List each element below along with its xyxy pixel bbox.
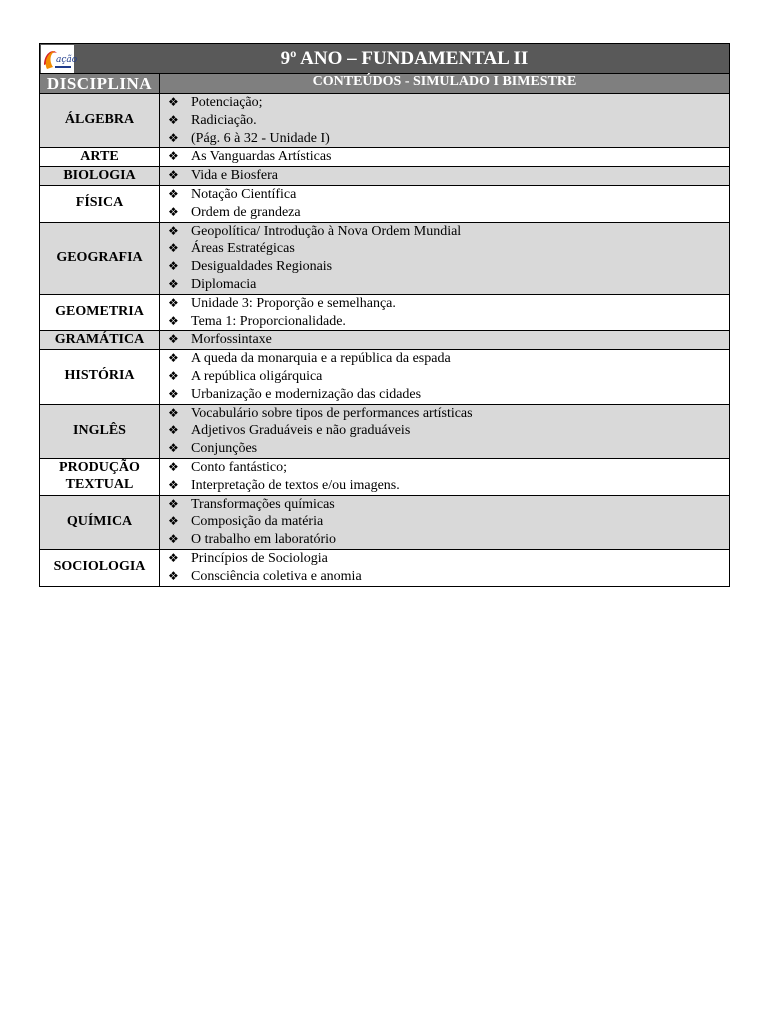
list-item <box>168 459 729 477</box>
list-item-text: As Vanguardas Artísticas <box>191 149 332 165</box>
diamond-bullet-icon: ❖ <box>168 568 179 583</box>
diamond-bullet-icon: ❖ <box>168 223 179 238</box>
table-row <box>40 404 730 458</box>
diamond-bullet-icon: ❖ <box>168 386 179 401</box>
list-item <box>168 405 729 423</box>
diamond-bullet-icon: ❖ <box>168 295 179 310</box>
table-row <box>40 495 730 549</box>
contents-list <box>160 167 729 185</box>
school-logo-icon <box>41 45 78 73</box>
list-item-text: Unidade 3: Proporção e semelhança. <box>191 295 396 311</box>
diamond-bullet-icon: ❖ <box>168 168 179 183</box>
header-row <box>40 74 730 94</box>
col-header-contents: CONTEÚDOS - SIMULADO I BIMESTRE <box>160 74 730 94</box>
list-item-text: Potenciação; <box>191 95 263 110</box>
contents-list <box>160 405 729 458</box>
table-row <box>40 222 730 294</box>
diamond-bullet-icon: ❖ <box>168 423 179 438</box>
diamond-bullet-icon: ❖ <box>168 550 179 565</box>
contents-cell <box>160 404 730 458</box>
col-header-subject: DISCIPLINA <box>40 74 160 94</box>
contents-list <box>160 550 729 586</box>
list-item-text: Princípios de Sociologia <box>191 550 328 566</box>
list-item <box>168 422 729 440</box>
list-item-text: Ordem de grandeza <box>191 204 301 220</box>
contents-list <box>160 295 729 331</box>
contents-list <box>160 94 729 147</box>
title-row <box>40 44 730 74</box>
list-item <box>168 477 729 495</box>
list-item <box>168 531 729 549</box>
diamond-bullet-icon: ❖ <box>168 276 179 291</box>
list-item <box>168 258 729 276</box>
title-cell <box>40 44 730 74</box>
table-row <box>40 94 730 148</box>
list-item-text: Conto fantástico; <box>191 459 288 475</box>
list-item-text: Consciência coletiva e anomia <box>191 568 362 584</box>
list-item-text: Radiciação. <box>191 112 257 128</box>
list-item <box>168 331 729 349</box>
contents-cell <box>160 94 730 148</box>
table-row <box>40 185 730 222</box>
diamond-bullet-icon: ❖ <box>168 532 179 547</box>
list-item-text: Diplomacia <box>191 276 257 292</box>
diamond-bullet-icon: ❖ <box>168 496 179 511</box>
list-item-text: Geopolítica/ Introdução à Nova Ordem Mundial <box>191 223 462 239</box>
contents-cell <box>160 495 730 549</box>
list-item <box>168 276 729 294</box>
subject-cell: GEOGRAFIA <box>40 222 160 294</box>
list-item-text: A república oligárquica <box>191 368 323 384</box>
contents-list <box>160 223 729 294</box>
list-item <box>168 240 729 258</box>
list-item-text: Desigualdades Regionais <box>191 259 333 275</box>
table-row <box>40 167 730 186</box>
subject-cell: SOCIOLOGIA <box>40 549 160 586</box>
list-item <box>168 386 729 404</box>
contents-cell <box>160 294 730 331</box>
diamond-bullet-icon: ❖ <box>168 112 179 127</box>
list-item <box>168 112 729 130</box>
diamond-bullet-icon: ❖ <box>168 332 179 347</box>
diamond-bullet-icon: ❖ <box>168 351 179 366</box>
contents-list <box>160 148 729 166</box>
list-item <box>168 167 729 185</box>
list-item-text: Notação Científica <box>191 186 297 202</box>
diamond-bullet-icon: ❖ <box>168 441 179 456</box>
list-item-text: O trabalho em laboratório <box>191 532 337 548</box>
content-sheet <box>39 43 729 587</box>
contents-list <box>160 186 729 222</box>
diamond-bullet-icon: ❖ <box>168 130 179 145</box>
contents-cell <box>160 185 730 222</box>
table-row <box>40 148 730 167</box>
subject-cell: QUÍMICA <box>40 495 160 549</box>
contents-list <box>160 496 729 549</box>
contents-cell <box>160 167 730 186</box>
subject-cell: GRAMÁTICA <box>40 331 160 350</box>
list-item <box>168 350 729 368</box>
contents-cell <box>160 331 730 350</box>
list-item <box>168 440 729 458</box>
diamond-bullet-icon: ❖ <box>168 204 179 219</box>
subject-cell: BIOLOGIA <box>40 167 160 186</box>
list-item-text: Áreas Estratégicas <box>191 241 295 257</box>
list-item <box>168 94 729 112</box>
list-item-text: (Pág. 6 à 32 - Unidade I) <box>191 130 330 146</box>
list-item-text: Composição da matéria <box>191 514 324 530</box>
contents-cell <box>160 350 730 404</box>
list-item-text: Morfossintaxe <box>191 332 272 348</box>
table-row <box>40 294 730 331</box>
contents-list <box>160 459 729 495</box>
list-item <box>168 313 729 331</box>
contents-cell <box>160 148 730 167</box>
contents-table <box>39 43 730 587</box>
list-item-text: Transformações químicas <box>191 496 335 512</box>
diamond-bullet-icon: ❖ <box>168 95 179 109</box>
list-item <box>168 223 729 241</box>
subject-cell: FÍSICA <box>40 185 160 222</box>
page-title: 9º ANO – FUNDAMENTAL II <box>280 47 529 69</box>
diamond-bullet-icon: ❖ <box>168 313 179 328</box>
contents-list <box>160 331 729 349</box>
diamond-bullet-icon: ❖ <box>168 514 179 529</box>
list-item-text: Vida e Biosfera <box>191 168 279 184</box>
list-item-text: A queda da monarquia e a república da espada <box>191 351 451 367</box>
subject-cell: ARTE <box>40 148 160 167</box>
diamond-bullet-icon: ❖ <box>168 477 179 492</box>
subject-cell: GEOMETRIA <box>40 294 160 331</box>
subject-cell: ÁLGEBRA <box>40 94 160 148</box>
contents-cell <box>160 458 730 495</box>
list-item <box>168 204 729 222</box>
table-row <box>40 458 730 495</box>
list-item-text: Interpretação de textos e/ou imagens. <box>191 477 400 493</box>
list-item-text: Adjetivos Graduáveis e não graduáveis <box>191 423 411 439</box>
list-item <box>168 513 729 531</box>
diamond-bullet-icon: ❖ <box>168 241 179 256</box>
contents-cell <box>160 549 730 586</box>
subject-cell: HISTÓRIA <box>40 350 160 404</box>
diamond-bullet-icon: ❖ <box>168 186 179 201</box>
diamond-bullet-icon: ❖ <box>168 259 179 274</box>
list-item <box>168 568 729 586</box>
subject-cell: PRODUÇÃO TEXTUAL <box>40 458 160 495</box>
list-item-text: Conjunções <box>191 441 258 457</box>
list-item <box>168 496 729 514</box>
list-item-text: Urbanização e modernização das cidades <box>191 386 422 402</box>
list-item <box>168 295 729 313</box>
svg-text:ação: ação <box>56 55 78 65</box>
diamond-bullet-icon: ❖ <box>168 368 179 383</box>
list-item <box>168 148 729 166</box>
list-item <box>168 550 729 568</box>
list-item-text: Tema 1: Proporcionalidade. <box>191 313 346 329</box>
list-item <box>168 186 729 204</box>
table-row <box>40 350 730 404</box>
list-item <box>168 130 729 148</box>
list-item-text: Vocabulário sobre tipos de performances artísticas <box>191 405 473 421</box>
contents-list <box>160 350 729 403</box>
contents-cell <box>160 222 730 294</box>
diamond-bullet-icon: ❖ <box>168 459 179 474</box>
subject-cell: INGLÊS <box>40 404 160 458</box>
table-row <box>40 331 730 350</box>
list-item <box>168 368 729 386</box>
diamond-bullet-icon: ❖ <box>168 149 179 164</box>
diamond-bullet-icon: ❖ <box>168 405 179 420</box>
table-row <box>40 549 730 586</box>
